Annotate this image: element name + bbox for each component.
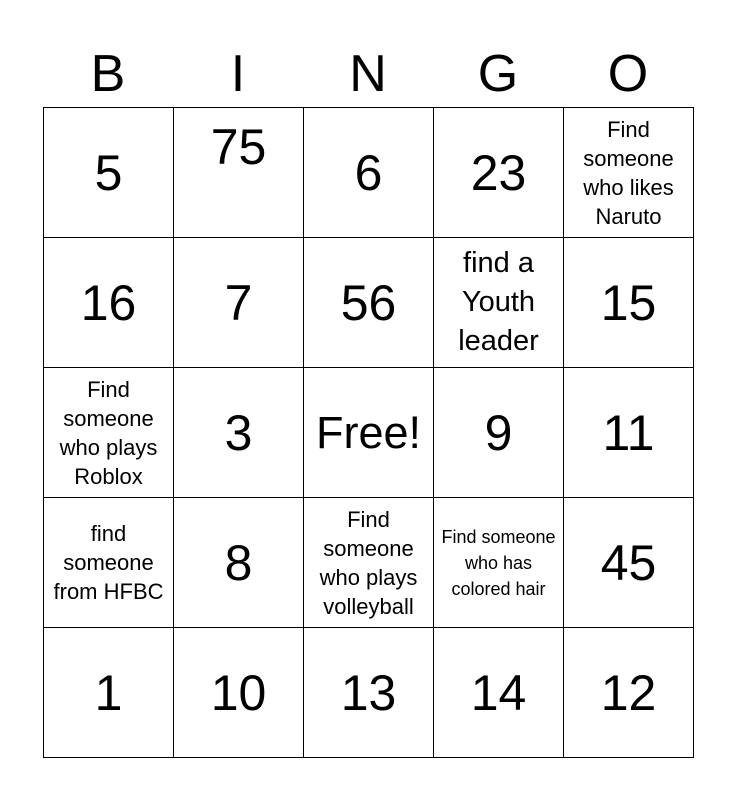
cell-text: 10	[210, 664, 267, 721]
bingo-cell[interactable]	[174, 368, 304, 498]
bingo-cell[interactable]	[434, 498, 564, 628]
cell-text: 13	[340, 664, 397, 721]
header-letter-n: N	[349, 45, 387, 103]
bingo-cell[interactable]	[564, 368, 694, 498]
cell-text: 3	[224, 404, 253, 461]
bingo-cell[interactable]	[434, 628, 564, 758]
bingo-cell[interactable]	[44, 238, 174, 368]
header-letter-b: B	[90, 45, 126, 103]
cell-text: 23	[470, 144, 527, 201]
cell-text: 12	[600, 664, 657, 721]
cell-text: 6	[354, 144, 383, 201]
bingo-cell[interactable]	[434, 368, 564, 498]
bingo-cell[interactable]	[174, 238, 304, 368]
cell-text: find someone from HFBC	[53, 521, 164, 604]
cell-text: Find someone who plays Roblox	[59, 376, 158, 489]
bingo-cell[interactable]	[564, 238, 694, 368]
bingo-cell[interactable]	[434, 238, 564, 368]
bingo-cell[interactable]	[564, 108, 694, 238]
cell-text: Find someone who likes Naruto	[583, 116, 674, 229]
bingo-board	[43, 107, 694, 758]
bingo-header	[43, 42, 693, 106]
cell-text: 45	[600, 534, 657, 591]
bingo-cell[interactable]	[564, 628, 694, 758]
cell-text: 7	[224, 274, 253, 331]
bingo-cell[interactable]	[44, 108, 174, 238]
bingo-cell[interactable]	[564, 498, 694, 628]
cell-text: 9	[484, 404, 513, 461]
cell-text: Find someone who has colored hair	[441, 526, 556, 599]
bingo-cell[interactable]	[304, 628, 434, 758]
cell-text: 75	[210, 118, 267, 175]
bingo-cell[interactable]	[174, 628, 304, 758]
bingo-cell[interactable]	[44, 368, 174, 498]
cell-text: 8	[224, 534, 253, 591]
cell-text: 56	[340, 274, 397, 331]
cell-text: 5	[94, 144, 123, 201]
cell-text: 16	[80, 274, 137, 331]
bingo-cell[interactable]	[304, 108, 434, 238]
header-letter-g: G	[477, 45, 519, 103]
header-letter-i: I	[230, 45, 246, 103]
free-space-cell[interactable]	[304, 368, 434, 498]
cell-text: find a Youth leader	[458, 247, 539, 357]
bingo-cell[interactable]	[304, 498, 434, 628]
cell-text: Find someone who plays volleyball	[319, 506, 418, 619]
bingo-cell[interactable]	[44, 498, 174, 628]
bingo-cell[interactable]	[434, 108, 564, 238]
bingo-cell[interactable]	[304, 238, 434, 368]
free-space-text: Free!	[315, 407, 422, 458]
cell-text: 11	[602, 404, 655, 461]
cell-text: 14	[470, 664, 527, 721]
cell-text: 1	[94, 664, 123, 721]
bingo-cell[interactable]	[44, 628, 174, 758]
bingo-cell[interactable]	[174, 108, 304, 238]
bingo-cell[interactable]	[174, 498, 304, 628]
header-letter-o: O	[607, 45, 649, 103]
cell-text: 15	[600, 274, 657, 331]
